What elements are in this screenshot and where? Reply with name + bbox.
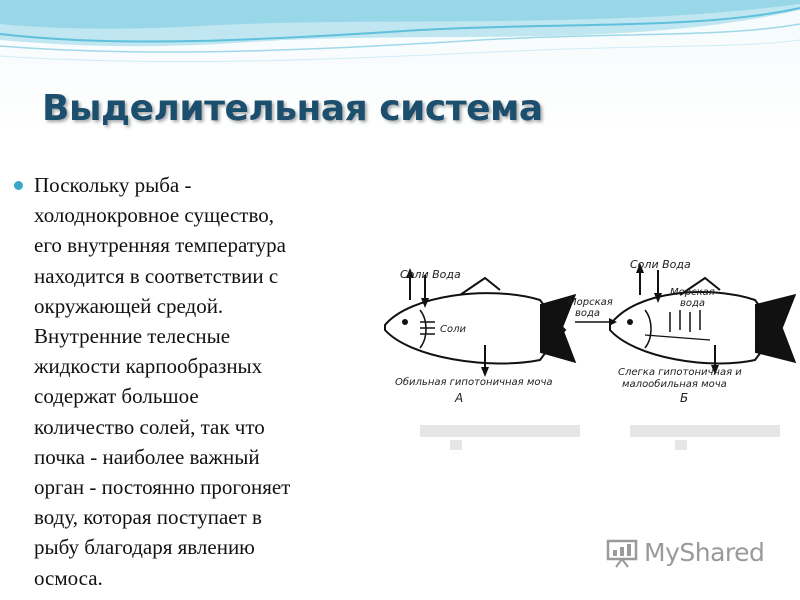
- fish-b-inner-label-line1: Морская: [670, 287, 715, 298]
- fish-a-inner-label: Соли: [440, 324, 466, 335]
- bullet-icon: [14, 181, 23, 190]
- middle-label-line2: вода: [575, 308, 601, 319]
- myshared-logo: [606, 536, 776, 572]
- fish-a-bottom-label: Обильная гипотоничная моча: [395, 377, 553, 388]
- fish-a-top-label: Соли Вода: [400, 268, 461, 281]
- fish-b-bottom-label-line2: малообильная моча: [622, 379, 727, 390]
- fish-b-bottom-label-line1: Слегка гипотоничная и: [618, 367, 742, 378]
- fish-a: [385, 268, 575, 405]
- decorative-waves: [0, 0, 800, 90]
- middle-label-line1: Морская: [568, 297, 613, 308]
- figure-reflection: [420, 425, 780, 450]
- fish-b-top-label: Соли Вода: [630, 258, 691, 271]
- presentation-board-icon: [606, 538, 638, 568]
- fish-a-letter: А: [455, 391, 464, 405]
- fish-b-letter: Б: [680, 391, 689, 405]
- watermark-text: MyShared: [644, 538, 765, 567]
- fish-b-inner-label-line2: вода: [680, 298, 706, 309]
- slide-title: Выделительная система: [42, 88, 543, 129]
- body-text: Поскольку рыба - холоднокровное существо, его внутренняя температура находится в соответствии с окружающей средой. Внутренние телесные жидкости карпообразных содержат большое количество солей, так что почка - наиболее важный орган - постоянно прогоняет воду, которая поступает в рыбу благодаря явлению осмоса.: [34, 173, 291, 590]
- fish-b: [610, 258, 795, 405]
- fish-excretion-diagram: [380, 250, 800, 465]
